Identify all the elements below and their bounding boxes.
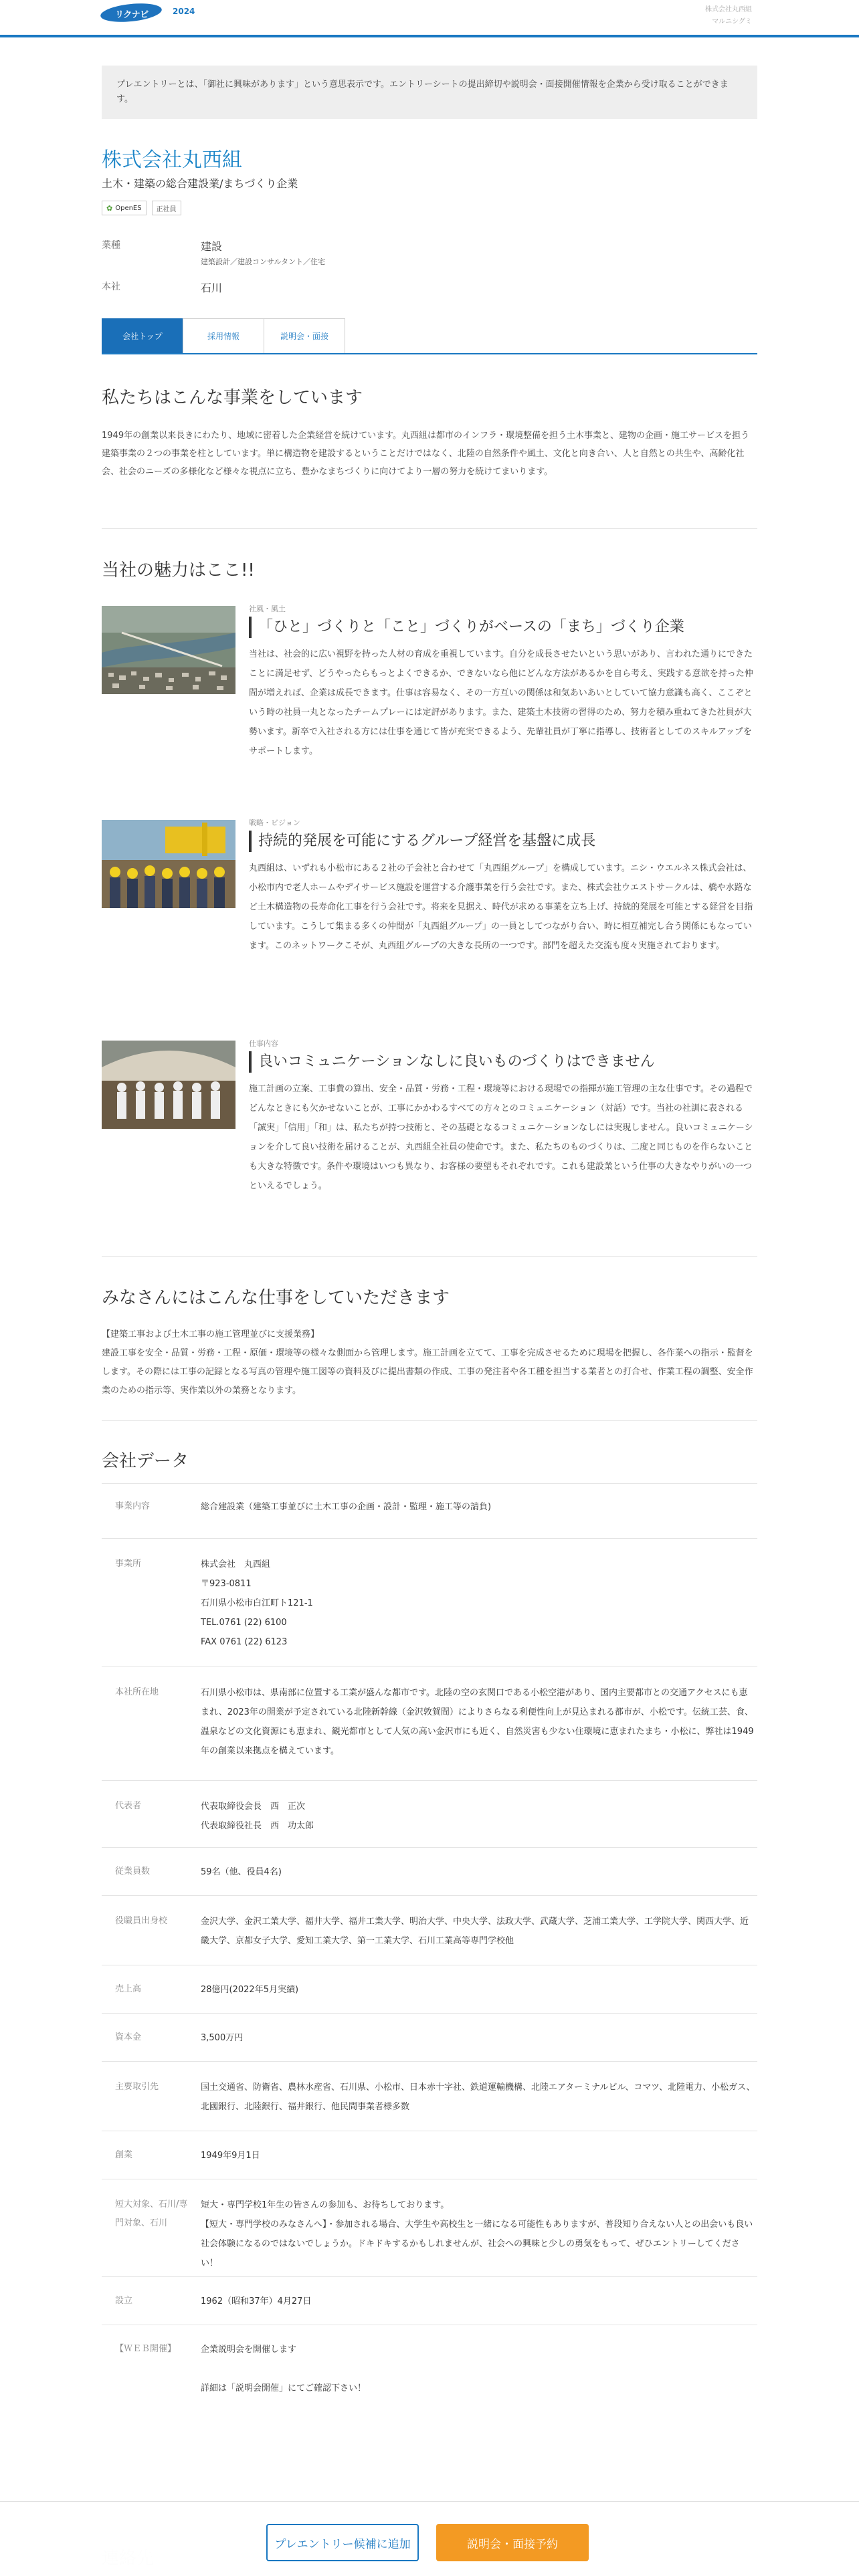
fulltime-badge [152, 201, 181, 215]
row-value-line: 短大・専門学校1年生の皆さんの参加も、お待ちしております。 [201, 2200, 450, 2210]
table-row [102, 2131, 757, 2179]
row-value [201, 1980, 756, 2000]
row-key: 本社所在地 [115, 1687, 159, 1697]
site-header [0, 0, 859, 37]
row-value [201, 2078, 756, 2117]
appeal-text: 施工計画の立案、工事費の算出、安全・品質・労務・工程・環境等における現場での指揮が施工管理の主な仕事です。その過程でどんなときにも欠かせないことが、工事にかかわるすべての方々とのコミュニケーション（対話）です。当社の社訓に表される「誠実」「信用」「和」は、私たちが持つ技術と、その基礎となるコミュニケーションなしには実現しません。良いコミュニケーションを介して良い技術を届けることが、丸西組全社員の使命です。また、私たちのものづくりは、二度と同じものを作らないことも大きな特徴です。条件や環境はいつも異なり、お客様の要望もそれぞれです。これも建設業という仕事の大きなやりがいの一つといえるでしょう。 [249, 1084, 753, 1191]
row-key: 事業内容 [115, 1501, 151, 1511]
company-tabs [102, 318, 757, 354]
header-company-kana: マルニシグミ [712, 18, 752, 25]
row-key: 役職員出身校 [115, 1916, 168, 1926]
table-row [102, 2013, 757, 2061]
appeal-category: 仕事内容 [249, 1039, 278, 1048]
row-key: 事業所 [115, 1559, 142, 1569]
row-value [201, 2340, 756, 2398]
appeal-category: 戦略・ビジョン [249, 819, 300, 827]
row-value [201, 2028, 756, 2048]
industry-sub: 建築設計／建設コンサルタント／住宅 [201, 257, 326, 266]
appeal-category: 社風・風土 [249, 605, 286, 613]
company-name: 株式会社丸西組 [102, 148, 242, 172]
row-value-line: 【短大・専門学校のみなさんへ】・参加される場合、大学生や高校生と一緒になる可能性もありますが、普段知り合えない人との出会いも良い社会体験になるのではないでしょうか。ドキドキするかもしれませんが、社会への興味と少しの勇気をもって、ぜひエントリーしてください！ [201, 2220, 753, 2268]
excavator-team-photo [102, 820, 235, 908]
row-key: 従業員数 [115, 1866, 151, 1876]
rikunabi-logo[interactable] [100, 3, 201, 25]
tab-company-top[interactable]: 会社トップ [102, 318, 183, 353]
site-staff-photo [102, 1041, 235, 1129]
row-value-line: 代表取締役会長 西 正次 [201, 1802, 306, 1812]
appeal-item [102, 820, 757, 994]
table-row [102, 1847, 757, 1895]
logo-year: 2024 [173, 7, 195, 16]
row-key: 主要取引先 [115, 2082, 159, 2092]
row-value-line: 石川県小松市白江町ト121-1 [201, 1598, 313, 1608]
table-row [102, 1667, 757, 1780]
appeal-item [102, 606, 757, 780]
row-key: 創業 [115, 2150, 133, 2160]
industry-label: 業種 [102, 240, 120, 251]
industry-value: 建設 [201, 240, 223, 253]
logo-text: リクナビ [115, 10, 149, 20]
location-row [102, 280, 757, 295]
row-value [201, 1797, 756, 1836]
table-row [102, 2179, 757, 2276]
row-value [201, 1497, 756, 1517]
location-value-block [201, 280, 222, 295]
appeal-item [102, 1041, 757, 1214]
row-value [201, 1683, 756, 1761]
work-text: 建設工事を安全・品質・労務・工程・原価・環境等の様々な側面から管理します。施工計画を立てて、工事を完成させるために現場を把握し、各作業への指示・監督をします。その際には工事の記録となる写真の管理や施工図等の資料及びに提出書類の作成、工事の発注者や各工種を担当する業者との打合せ、作業工程の調整、安全作業のための指示等、実作業以外の業務となります。 [102, 1348, 753, 1396]
header-company-name: 株式会社丸西組 [705, 6, 752, 13]
row-value-line: 代表取締役社長 西 功太郎 [201, 1821, 314, 1831]
location-value: 石川 [201, 282, 223, 294]
row-key: 売上高 [115, 1984, 142, 1994]
row-value [201, 2292, 756, 2311]
appeal-heading: 「ひと」づくりと「こと」づくりがベースの「まち」づくり企業 [249, 617, 684, 638]
badge-list [102, 201, 757, 217]
appeal-text: 丸西組は、いずれも小松市にある２社の子会社と合わせて「丸西組グループ」を構成しています。ニシ・ウエルネス株式会社は、小松市内で老人ホームやデイサービス施設を運営する介護事業を行う会社です。また、株式会社ウエストサークルは、橋や水路など土木構造物の長寿命化工事を行う会社です。将来を見据え、時代が求める事業を立ち上げ、持続的発展を可能とする経営を目指しています。こうして集まる多くの仲間が「丸西組グループ」の一員としてつながり合い、時に相互補完し合う関係にもなっています。このネットワークこそが、丸西組グループの大きな長所の一つです。部門を超えた交流も度々実施されております。 [249, 863, 753, 951]
industry-value-block [201, 238, 325, 267]
openes-badge [102, 201, 147, 215]
row-value-line: 1949年9月1日 [201, 2151, 260, 2161]
row-value-line: 3,500万円 [201, 2033, 244, 2043]
preentry-button[interactable]: プレエントリー候補に追加 [266, 2524, 419, 2561]
table-row [102, 2325, 757, 2411]
table-row [102, 1895, 757, 1965]
row-value-line: 詳細は「説明会開催」にてご確認下さい！ [201, 2383, 367, 2393]
row-value [201, 1912, 756, 1951]
row-value [201, 1555, 756, 1652]
row-value-line: 企業説明会を開催します [201, 2345, 297, 2355]
row-key: 代表者 [115, 1801, 142, 1811]
tab-seminar-interview[interactable]: 説明会・面接 [264, 318, 345, 353]
fulltime-badge-label: 正社員 [156, 205, 177, 213]
row-value [201, 1862, 756, 1882]
row-value-line: 28億円(2022年5月実績) [201, 1985, 299, 1995]
row-value-line: 総合建設業（建築工事並びに土木工事の企画・設計・監理・施工等の請負) [201, 1502, 492, 1512]
row-value-line: 石川県小松市は、県南部に位置する工業が盛んな都市です。北陸の空の玄関口である小松空港があり、国内主要都市との交通アクセスにも恵まれ、2023年の開業が予定されている北陸新幹線（金沢敦賀間）によりさらなる利便性向上が見込まれる都市が、小松です。伝統工芸、食、温泉などの文化資源にも恵まれ、観光都市として人気の高い金沢市にも近く、自然災害も少ない住環境に恵まれたまち・小松に、弊社は1949年の創業以来拠点を構えています。 [201, 1688, 754, 1756]
appeal-heading: 持続的発展を可能にするグループ経営を基盤に成長 [249, 831, 595, 852]
action-bar [0, 2501, 859, 2576]
tab-recruit-info[interactable]: 採用情報 [183, 318, 264, 353]
row-value-line: FAX 0761 (22) 6123 [201, 1637, 288, 1647]
company-data-title: 会社データ [102, 1451, 189, 1471]
table-row [102, 1965, 757, 2013]
row-key: 資本金 [115, 2032, 142, 2042]
appeal-heading: 良いコミュニケーションなしに良いものづくりはできません [249, 1051, 655, 1073]
row-value-line: 金沢大学、金沢工業大学、福井大学、福井工業大学、明治大学、中央大学、法政大学、武蔵大学、芝浦工業大学、工学院大学、関西大学、近畿大学、京都女子大学、愛知工業大学、第一工業大学、石川工業高等専門学校他 [201, 1917, 749, 1946]
divider [102, 1256, 757, 1257]
table-row [102, 1780, 757, 1847]
row-value [201, 2195, 756, 2273]
row-value-line: 株式会社 丸西組 [201, 1560, 271, 1570]
row-value-line: TEL.0761 (22) 6100 [201, 1618, 287, 1628]
row-value-line [201, 2359, 756, 2379]
business-title: 私たちはこんな事業をしています [102, 388, 363, 408]
appeal-text: 当社は、社会的に広い視野を持った人材の育成を重視しています。自分を成長させたいという思いがあり、言われた通りにできたことに満足せず、どうやったらもっとよくできるか、できないなら他にどんな方法があるかを自ら考え、実践する意欲を持った仲間が増えれば、企業は成長できます。仕事は容易なく、その一方互いの関係は和気あいあいとしていて協力意識も高く、ここぞという時の社員一丸となったチームプレーには定評があります。また、建築土木技術の習得のため、努力を積み重ねてきた社員が大勢います。新卒で入社される方には仕事を通じて皆が充実できるよう、先輩社員が丁寧に指導し、技術者としてのスキルアップをサポートします。 [249, 649, 753, 756]
divider [102, 528, 757, 529]
work-title: みなさんにはこんな仕事をしていただきます [102, 1288, 450, 1308]
row-value-line: 1962（昭和37年）4月27日 [201, 2296, 312, 2306]
table-row [102, 2061, 757, 2131]
row-key: 【ＷＥＢ開催】 [115, 2344, 177, 2354]
divider [102, 1420, 757, 1421]
row-value [201, 2146, 756, 2165]
openes-badge-label: OpenES [115, 204, 142, 212]
company-subtitle: 土木・建築の総合建設業/まちづくり企業 [102, 177, 298, 190]
header-company-info [705, 4, 752, 28]
table-row [102, 1483, 757, 1538]
appeal-title: 当社の魅力はここ!! [102, 560, 255, 580]
business-text: 1949年の創業以来長きにわたり、地域に密着した企業経営を続けています。丸西組は都市のインフラ・環境整備を担う土木事業と、建物の企画・施工サービスを担う建築事業の２つの事業を柱としています。単に構造物を建設するということだけではなく、北陸の自然条件や風土、文化と向き合い、人と自然との共生や、高齢化社会、社会のニーズの多様化など様々な視点に立ち、豊かなまちづくりに向けてより一層の努力を続けてまいります。 [102, 431, 750, 477]
industry-row [102, 238, 757, 267]
leaf-icon: ✿ [106, 203, 113, 213]
row-value-line: 59名（他、役員4名) [201, 1867, 282, 1877]
reserve-seminar-button[interactable]: 説明会・面接予約 [436, 2524, 589, 2561]
aerial-river-photo [102, 606, 235, 694]
row-key: 短大対象、石川/専門対象、石川 [115, 2199, 188, 2228]
row-key: 設立 [115, 2296, 133, 2306]
preentry-notice: プレエントリーとは、「御社に興味があります」という意思表示です。エントリーシートの提出締切や説明会・面接開催情報を企業から受け取ることができます。 [102, 66, 757, 119]
location-label: 本社 [102, 282, 120, 292]
row-value-line: 〒923-0811 [201, 1579, 252, 1589]
table-row [102, 1538, 757, 1667]
row-value-line: 国土交通省、防衛省、農林水産省、石川県、小松市、日本赤十字社、鉄道運輸機構、北陸エアターミナルビル、コマツ、北陸電力、小松ガス、北國銀行、北陸銀行、福井銀行、他民間事業者様多数 [201, 2082, 755, 2112]
work-heading: 【建築工事および土木工事の施工管理並びに支援業務】 [102, 1329, 320, 1339]
table-row [102, 2276, 757, 2325]
